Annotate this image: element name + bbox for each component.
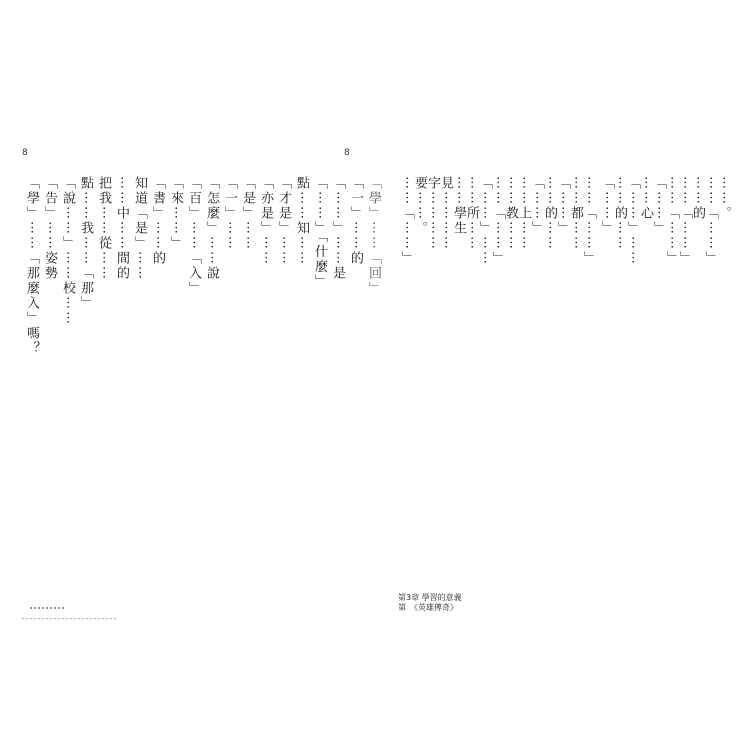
text-column: ⋯⋯的 <box>690 176 705 221</box>
footer-chapter: 第3章 學習的意義 <box>398 593 462 602</box>
text-column: 點⋯⋯我⋯⋯「那」 <box>78 176 93 311</box>
left-page <box>14 140 381 620</box>
text-column: 「⋯⋯」⋯⋯ <box>477 176 492 266</box>
text-column: ⋯⋯「⋯⋯」 <box>703 176 718 266</box>
text-column: 要⋯⋯。 <box>412 176 427 236</box>
text-column: ⋯⋯「⋯⋯」 <box>664 176 679 266</box>
text-column: 「書」⋯⋯的 <box>150 176 165 266</box>
text-column: 「⋯⋯」 <box>555 176 570 236</box>
text-column: 「⋯⋯」 <box>651 176 666 236</box>
text-column: ⋯⋯。 <box>716 176 731 221</box>
text-column: 「學」⋯⋯「回」 <box>366 176 381 296</box>
text-column: 字⋯⋯⋯⋯ <box>425 176 440 251</box>
page-number-right: 8 <box>344 148 350 158</box>
text-column: ⋯⋯都⋯⋯ <box>568 176 583 251</box>
text-column: ⋯⋯所⋯⋯ <box>464 176 479 251</box>
text-column: 知道「是」⋯⋯ <box>132 176 147 281</box>
footer-rule <box>22 618 117 619</box>
page-number-left: 8 <box>22 148 28 158</box>
text-column: 「來⋯⋯」 <box>168 176 183 251</box>
text-column: 「學」⋯⋯「那麼入」嗎？ <box>24 176 39 356</box>
text-column: ⋯⋯「⋯⋯」 <box>399 176 414 266</box>
text-column: 「一」⋯⋯ <box>222 176 237 251</box>
text-column: 「⋯⋯」⋯⋯ <box>625 176 640 266</box>
text-column: 「是」⋯⋯ <box>240 176 255 251</box>
right-page <box>392 140 732 620</box>
text-column: 「才是」⋯⋯ <box>276 176 291 266</box>
footer-book-title: 第 《英雄傳奇》 <box>398 603 458 612</box>
text-column: 「⋯⋯」⋯⋯是 <box>330 176 345 281</box>
text-column: ⋯⋯心 <box>638 176 653 221</box>
text-column: 點⋯⋯知⋯⋯ <box>294 176 309 266</box>
text-column: ⋯⋯教⋯⋯ <box>503 176 518 251</box>
text-column: 「一」⋯⋯的 <box>348 176 363 266</box>
text-column: 把我⋯⋯從⋯⋯ <box>96 176 111 281</box>
text-column: 「告」⋯⋯姿勢 <box>42 176 57 281</box>
text-column: 「亦是」⋯⋯ <box>258 176 273 266</box>
text-column: ⋯⋯「⋯⋯」 <box>490 176 505 266</box>
text-column: ⋯⋯的⋯⋯ <box>542 176 557 251</box>
text-column: ⋯⋯「⋯⋯」 <box>677 176 692 266</box>
text-column: ⋯⋯的⋯⋯ <box>612 176 627 251</box>
text-column: ⋯⋯中⋯⋯間的 <box>114 176 129 281</box>
text-column: 「說⋯⋯」⋯⋯校⋯⋯ <box>60 176 75 326</box>
text-column: 「怎麼」⋯⋯說 <box>204 176 219 281</box>
text-column: ⋯⋯學生 <box>451 176 466 236</box>
text-column: 「百」⋯⋯「入」 <box>186 176 201 296</box>
footer-rule <box>30 607 66 609</box>
text-column: ⋯⋯上⋯⋯ <box>516 176 531 251</box>
text-column: 「⋯⋯」「什麼」 <box>312 176 327 290</box>
text-column: 「⋯⋯」 <box>529 176 544 236</box>
text-column: 「⋯⋯」 <box>599 176 614 236</box>
text-column: ⋯⋯「⋯⋯」 <box>581 176 596 266</box>
text-column: 見⋯⋯⋯⋯ <box>438 176 453 251</box>
